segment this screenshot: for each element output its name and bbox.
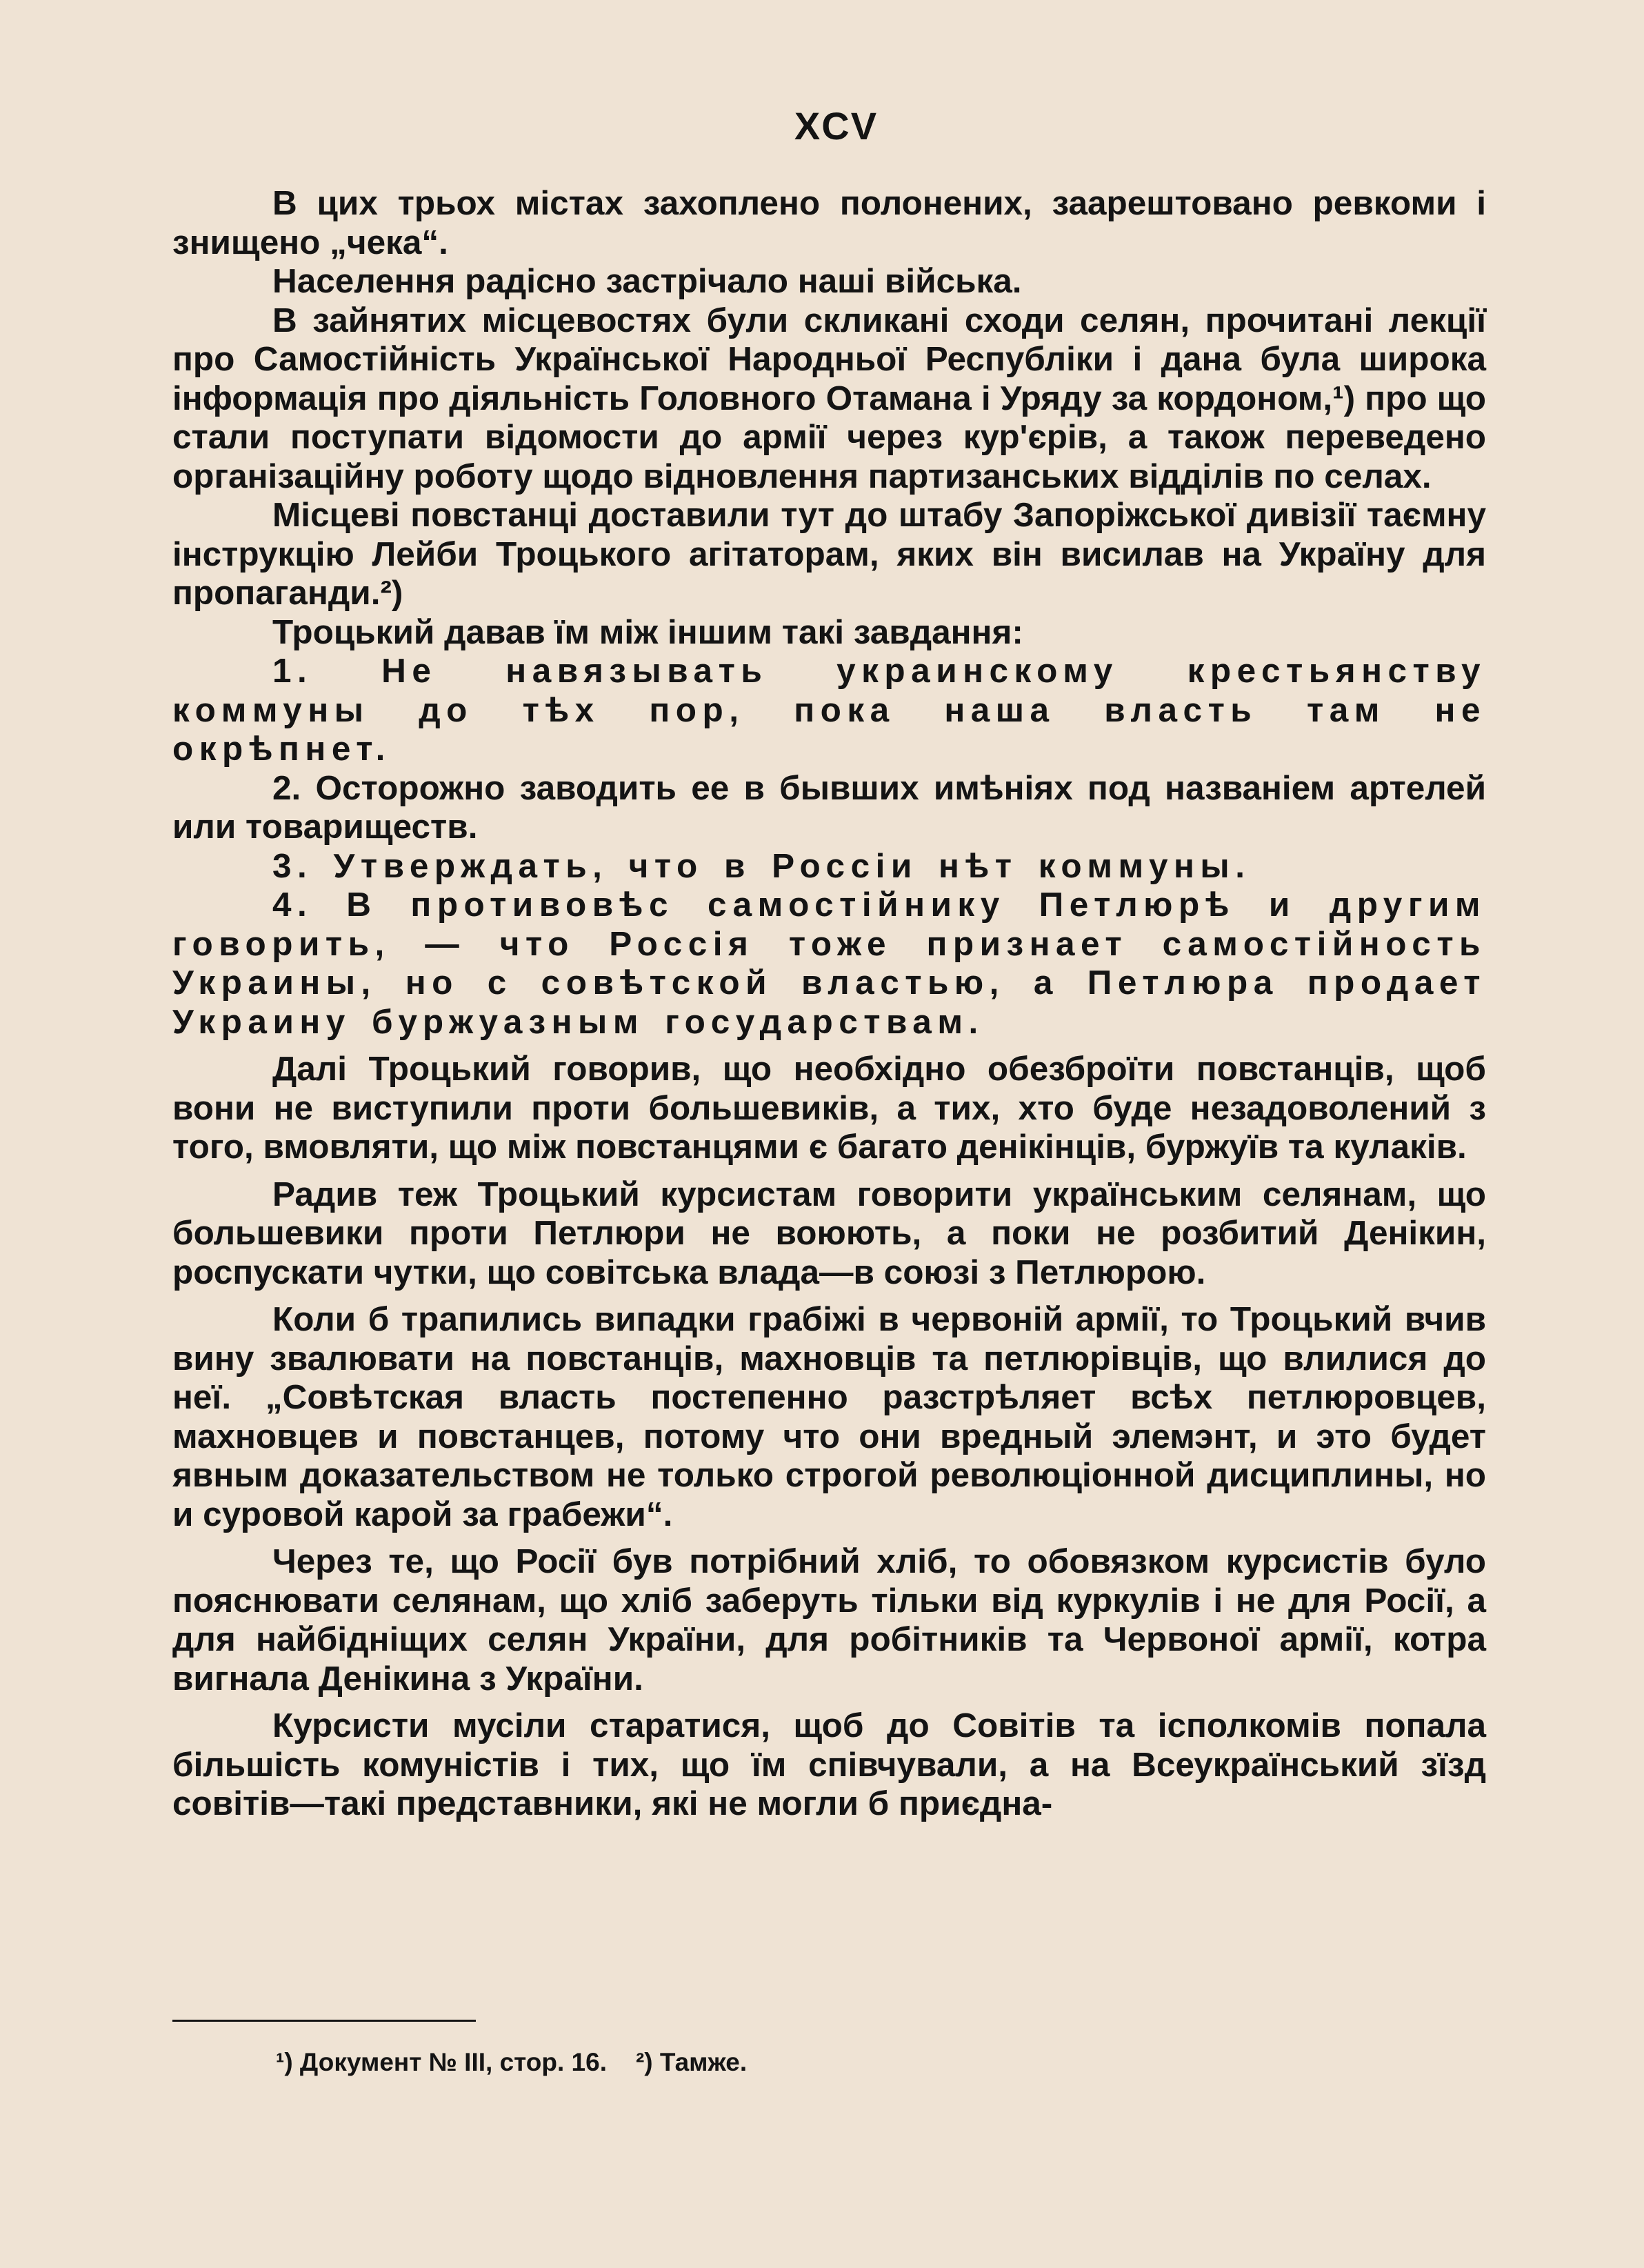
document-page: [172, 103, 1486, 1824]
footnote-1: ¹) Документ № III, стор. 16.: [276, 2048, 607, 2076]
body-text: [172, 184, 1486, 1824]
paragraph-insurgents: Місцеві повстанці доставили тут до штабу Запоріжської дивізії таємну інструкцію Лейби Троцького агітаторам, яких він висилав на Україну для пропаганди.²): [172, 496, 1486, 612]
footnote-divider: [172, 2020, 476, 2022]
list-item-2: 2. Осторожно заводить ее в бывших имѣніях под названіем артелей или товариществ.: [172, 768, 1486, 846]
paragraph-tasks-intro: Троцький давав їм між іншим такі завдання:: [272, 613, 1023, 651]
paragraph-population: Населення радісно застрічало наші війська.: [272, 262, 1022, 300]
paragraph-disarm: Далі Троцький говорив, що необхідно обезброїти повстанців, щоб вони не виступили проти большевиків, а тих, хто буде незадоволений з того, вмовляти, що між повстанцями є багато денікінців, буржуїв та кулаків.: [172, 1050, 1486, 1166]
page-number: XCV: [794, 104, 879, 148]
list-item-1: 1. Не навязывать украинскому крестьянству коммуны до тѣх пор, пока наша власть там не окрѣпнет.: [172, 652, 1486, 768]
paragraph-bread: Через те, що Росії був потрібний хліб, то обовязком курсистів було пояснювати селянам, що хліб заберуть тільки від куркулів і не для Росії, а для найбідніщих селян України, для робітників та Червоної армії, котра вигнала Денікина з України.: [172, 1542, 1486, 1698]
footnote-2: ²) Тамже.: [635, 2048, 748, 2076]
list-item-4: 4. В противовѣс самостійнику Петлюрѣ и другим говорить, — что Россія тоже признает самостійность Украины, но с совѣтской властью, а Петлюра продает Украину буржуазным государствам.: [172, 886, 1486, 1041]
paragraph-cities: В цих трьох містах захоплено полонених, заарештовано ревкоми і знищено „чека“.: [172, 184, 1486, 261]
paragraph-soviets: Курсисти мусіли старатися, щоб до Совітів та іcполкомів попала більшість комуністів і тих, що їм співчували, а на Всеукраїнський зїзд совітів—такі представники, які не могли б приєдна-: [172, 1707, 1486, 1822]
paragraph-looting: Коли б трапились випадки грабіжі в червоній армії, то Троцький вчив вину звалювати на повстанців, махновців та петлюрівців, що влилися до неї. „Совѣтская власть постепенно разстрѣляет всѣх петлюровцев, махновцев и повстанцев, потому что они вредный элемэнт, и это будет явным доказательством не только строгой революціонной дисциплины, но и суровой карой за грабежи“.: [172, 1300, 1486, 1533]
list-item-3: 3. Утверждать, что в Россіи нѣт коммуны.: [272, 846, 1251, 885]
paragraph-advice: Радив теж Троцький курсистам говорити українським селянам, що большевики проти Петлюри не воюють, а поки не розбитий Денікин, роспускати чутки, що совітська влада—в союзі з Петлюрою.: [172, 1175, 1486, 1291]
footnotes: [276, 2047, 747, 2078]
paragraph-occupied-areas: В зайнятих місцевостях були скликані сходи селян, прочитані лекції про Самостійність Української Народньої Республіки і дана була широка інформація про діяльність Головного Отамана і Уряду за кордоном,¹) про що стали поступати відомости до армії через кур'єрів, а також переведено організаційну роботу щодо відновлення партизанських відділів по селах.: [172, 301, 1486, 495]
